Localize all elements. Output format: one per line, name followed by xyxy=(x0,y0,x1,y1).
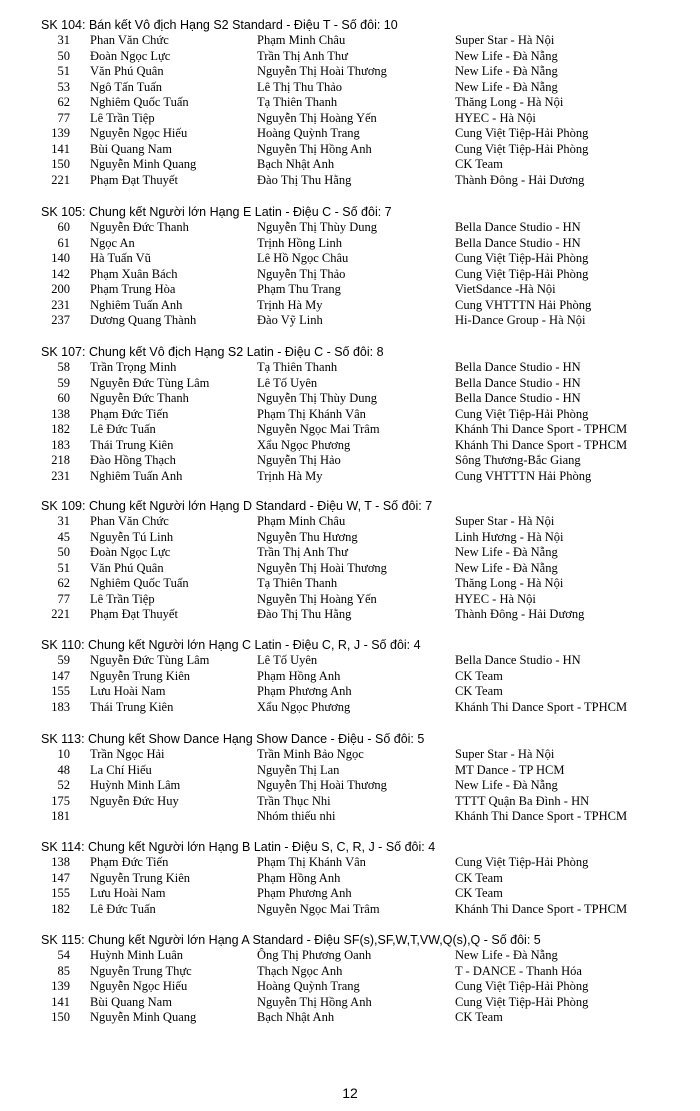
club-name: Thăng Long - Hà Nội xyxy=(455,576,564,591)
couple-number: 54 xyxy=(57,948,70,962)
lead-name: Nghiêm Quốc Tuấn xyxy=(90,576,189,591)
couple-list xyxy=(0,948,700,1026)
couple-number: 52 xyxy=(57,778,70,793)
lead-name: Nguyễn Đức Tùng Lâm xyxy=(90,375,210,390)
event-heading: SK 104: Bán kết Vô địch Hạng S2 Standard - Điệu T - Số đôi: 10 xyxy=(41,18,398,32)
couple-row xyxy=(0,282,700,298)
event-heading: SK 107: Chung kết Vô địch Hạng S2 Latin - Điệu C - Số đôi: 8 xyxy=(41,345,384,359)
club-name: Bella Dance Studio - HN xyxy=(455,653,581,667)
lead-name: Lê Trần Tiệp xyxy=(90,591,155,606)
couple-row xyxy=(0,64,700,80)
lead-name: Nguyễn Trung Thực xyxy=(90,963,192,978)
partner-name: Tạ Thiên Thanh xyxy=(257,576,338,591)
lead-name: Bùi Quang Nam xyxy=(90,141,172,156)
lead-name: Nghiêm Tuấn Anh xyxy=(90,297,183,312)
couple-number: 140 xyxy=(51,251,70,266)
couple-row xyxy=(0,948,700,964)
partner-name: Phạm Hồng Anh xyxy=(257,870,341,885)
club-name: TTTT Quận Ba Đình - HN xyxy=(455,793,590,808)
couple-row xyxy=(0,855,700,871)
couple-number: 231 xyxy=(51,297,70,312)
couple-number: 150 xyxy=(51,1010,70,1025)
couple-row xyxy=(0,80,700,96)
event-heading: SK 114: Chung kết Người lớn Hạng B Latin - Điệu S, C, R, J - Số đôi: 4 xyxy=(41,840,436,854)
partner-name: Trần Minh Bảo Ngọc xyxy=(257,747,364,761)
lead-name: Nghiêm Tuấn Anh xyxy=(90,468,183,483)
club-name: Thăng Long - Hà Nội xyxy=(455,95,564,110)
couple-list xyxy=(0,360,700,484)
couple-row xyxy=(0,391,700,407)
partner-name: Nguyễn Thị Hoài Thương xyxy=(257,778,387,793)
club-name: VietSdance -Hà Nội xyxy=(455,282,556,297)
lead-name: Văn Phú Quân xyxy=(90,64,164,79)
lead-name: Phạm Đức Tiến xyxy=(90,855,169,869)
couple-row xyxy=(0,778,700,794)
couple-number: 31 xyxy=(57,514,70,528)
lead-name: Đào Hồng Thạch xyxy=(90,453,176,468)
couple-number: 231 xyxy=(51,468,70,483)
couple-number: 77 xyxy=(57,110,70,125)
lead-name: Phạm Đức Tiến xyxy=(90,406,169,421)
partner-name: Hoàng Quỳnh Trang xyxy=(257,126,360,141)
partner-name: Xẩu Ngọc Phương xyxy=(257,699,351,714)
couple-row xyxy=(0,422,700,438)
lead-name: Nguyễn Trung Kiên xyxy=(90,870,191,885)
club-name: T - DANCE - Thanh Hóa xyxy=(455,963,582,978)
couple-row xyxy=(0,902,700,918)
couple-number: 182 xyxy=(51,422,70,437)
couple-list xyxy=(0,514,700,623)
club-name: Cung Việt Tiệp-Hải Phòng xyxy=(455,406,589,421)
couple-number: 48 xyxy=(57,762,70,777)
club-name: New Life - Đà Nẵng xyxy=(455,778,558,793)
lead-name: Phan Văn Chức xyxy=(90,514,169,528)
club-name: Cung Việt Tiệp-Hải Phòng xyxy=(455,979,589,994)
couple-row xyxy=(0,220,700,236)
couple-list xyxy=(0,855,700,917)
club-name: Cung VHTTTN Hải Phòng xyxy=(455,297,592,312)
couple-number: 59 xyxy=(57,653,70,667)
club-name: New Life - Đà Nẵng xyxy=(455,560,558,575)
lead-name: Trần Trọng Minh xyxy=(90,360,177,374)
couple-row xyxy=(0,886,700,902)
club-name: Bella Dance Studio - HN xyxy=(455,375,581,390)
partner-name: Phạm Thị Khánh Vân xyxy=(257,855,366,869)
lead-name: Huỳnh Minh Lâm xyxy=(90,778,181,793)
couple-row xyxy=(0,669,700,685)
couple-number: 150 xyxy=(51,157,70,172)
partner-name: Nguyễn Ngọc Mai Trâm xyxy=(257,422,380,437)
partner-name: Đào Thị Thu Hằng xyxy=(257,172,352,187)
lead-name: Nguyễn Minh Quang xyxy=(90,1010,197,1025)
lead-name: Nguyễn Tú Linh xyxy=(90,529,174,544)
couple-number: 58 xyxy=(57,360,70,374)
lead-name: Huỳnh Minh Luân xyxy=(90,948,184,962)
club-name: Hi-Dance Group - Hà Nội xyxy=(455,313,586,328)
couple-number: 45 xyxy=(57,529,70,544)
partner-name: Nguyễn Thị Hồng Anh xyxy=(257,994,372,1009)
couple-number: 138 xyxy=(51,406,70,421)
couple-row xyxy=(0,995,700,1011)
club-name: Khánh Thi Dance Sport - TPHCM xyxy=(455,422,628,437)
couple-number: 139 xyxy=(51,126,70,141)
couple-row xyxy=(0,236,700,252)
event-heading: SK 115: Chung kết Người lớn Hạng A Standard - Điệu SF(s),SF,W,T,VW,Q(s),Q - Số đôi: 5 xyxy=(41,933,541,947)
partner-name: Trần Thị Anh Thư xyxy=(257,545,348,560)
couple-number: 221 xyxy=(51,607,70,622)
club-name: CK Team xyxy=(455,684,503,699)
couple-number: 237 xyxy=(51,313,70,328)
partner-name: Nguyễn Thị Hoàng Yến xyxy=(257,110,377,125)
lead-name: Nguyễn Minh Quang xyxy=(90,157,197,172)
partner-name: Lê Tố Uyên xyxy=(257,653,318,667)
couple-row xyxy=(0,49,700,65)
couple-row xyxy=(0,794,700,810)
club-name: HYEC - Hà Nội xyxy=(455,591,536,606)
club-name: Super Star - Hà Nội xyxy=(455,33,555,47)
couple-row xyxy=(0,313,700,329)
couple-row xyxy=(0,95,700,111)
lead-name: Phan Văn Chức xyxy=(90,33,169,47)
club-name: New Life - Đà Nẵng xyxy=(455,79,558,94)
partner-name: Nguyễn Thị Hoài Thương xyxy=(257,560,387,575)
partner-name: Phạm Thu Trang xyxy=(257,282,341,297)
couple-number: 31 xyxy=(57,33,70,47)
partner-name: Nguyễn Thị Hồng Anh xyxy=(257,141,372,156)
couple-row xyxy=(0,530,700,546)
couple-number: 147 xyxy=(51,870,70,885)
couple-number: 61 xyxy=(57,235,70,250)
event-heading: SK 113: Chung kết Show Dance Hạng Show Dance - Điệu - Số đôi: 5 xyxy=(41,732,425,746)
club-name: Thành Đông - Hải Dương xyxy=(455,172,585,187)
couple-row xyxy=(0,653,700,669)
club-name: Cung VHTTTN Hải Phòng xyxy=(455,468,592,483)
partner-name: Nguyễn Thị Hảo xyxy=(257,453,341,468)
couple-number: 77 xyxy=(57,591,70,606)
couple-row xyxy=(0,700,700,716)
couple-row xyxy=(0,561,700,577)
partner-name: Xẩu Ngọc Phương xyxy=(257,437,351,452)
partner-name: Trần Thục Nhi xyxy=(257,793,331,808)
partner-name: Bạch Nhật Anh xyxy=(257,1010,335,1025)
lead-name: Phạm Xuân Bách xyxy=(90,266,178,281)
lead-name: Lê Đức Tuấn xyxy=(90,901,156,916)
couple-number: 138 xyxy=(51,855,70,869)
partner-name: Phạm Minh Châu xyxy=(257,33,346,47)
club-name: Sông Thương-Bắc Giang xyxy=(455,453,581,468)
club-name: CK Team xyxy=(455,668,503,683)
club-name: Cung Việt Tiệp-Hải Phòng xyxy=(455,251,589,266)
lead-name: Nguyễn Đức Huy xyxy=(90,793,179,808)
club-name: CK Team xyxy=(455,157,503,172)
couple-number: 10 xyxy=(57,747,70,761)
couple-row xyxy=(0,267,700,283)
lead-name: Ngọc An xyxy=(90,235,135,250)
couple-list xyxy=(0,33,700,188)
lead-name: Thái Trung Kiên xyxy=(90,699,174,714)
couple-number: 141 xyxy=(51,994,70,1009)
club-name: Cung Việt Tiệp-Hải Phòng xyxy=(455,126,589,141)
couple-number: 53 xyxy=(57,79,70,94)
couple-row xyxy=(0,809,700,825)
event-heading: SK 105: Chung kết Người lớn Hạng E Latin - Điệu C - Số đôi: 7 xyxy=(41,205,392,219)
lead-name: Bùi Quang Nam xyxy=(90,994,172,1009)
partner-name: Phạm Thị Khánh Vân xyxy=(257,406,366,421)
lead-name: Nguyễn Đức Tùng Lâm xyxy=(90,653,210,667)
lead-name: Lê Trần Tiệp xyxy=(90,110,155,125)
couple-row xyxy=(0,142,700,158)
partner-name: Tạ Thiên Thanh xyxy=(257,95,338,110)
club-name: Cung Việt Tiệp-Hải Phòng xyxy=(455,855,589,869)
partner-name: Ông Thị Phương Oanh xyxy=(257,948,372,962)
lead-name: Trần Ngọc Hải xyxy=(90,747,165,761)
lead-name: Văn Phú Quân xyxy=(90,560,164,575)
lead-name: Nguyễn Đức Thanh xyxy=(90,220,189,234)
couple-number: 181 xyxy=(51,809,70,824)
lead-name: Lưu Hoài Nam xyxy=(90,684,166,699)
club-name: New Life - Đà Nẵng xyxy=(455,948,558,962)
couple-number: 147 xyxy=(51,668,70,683)
club-name: CK Team xyxy=(455,870,503,885)
partner-name: Nhóm thiếu nhi xyxy=(257,809,336,824)
club-name: Cung Việt Tiệp-Hải Phòng xyxy=(455,266,589,281)
club-name: New Life - Đà Nẵng xyxy=(455,64,558,79)
lead-name: La Chí Hiếu xyxy=(90,762,152,777)
lead-name: Hà Tuấn Vũ xyxy=(90,251,151,266)
couple-row xyxy=(0,157,700,173)
club-name: Super Star - Hà Nội xyxy=(455,747,555,761)
couple-row xyxy=(0,376,700,392)
partner-name: Nguyễn Thị Thùy Dung xyxy=(257,391,378,406)
club-name: CK Team xyxy=(455,886,503,901)
partner-name: Trịnh Hồng Linh xyxy=(257,235,342,250)
partner-name: Trần Thị Anh Thư xyxy=(257,48,348,63)
partner-name: Nguyễn Thị Hoàng Yến xyxy=(257,591,377,606)
couple-number: 182 xyxy=(51,901,70,916)
partner-name: Trịnh Hà My xyxy=(257,297,323,312)
partner-name: Trịnh Hà My xyxy=(257,468,323,483)
couple-row xyxy=(0,979,700,995)
club-name: Khánh Thi Dance Sport - TPHCM xyxy=(455,809,628,824)
couple-number: 59 xyxy=(57,375,70,390)
couple-number: 62 xyxy=(57,95,70,110)
club-name: Thành Đông - Hải Dương xyxy=(455,607,585,622)
partner-name: Nguyễn Thu Hương xyxy=(257,529,358,544)
club-name: Bella Dance Studio - HN xyxy=(455,235,581,250)
couple-number: 60 xyxy=(57,220,70,234)
partner-name: Lê Hồ Ngọc Châu xyxy=(257,251,349,266)
couple-number: 60 xyxy=(57,391,70,406)
couple-row xyxy=(0,871,700,887)
couple-number: 183 xyxy=(51,699,70,714)
couple-list xyxy=(0,747,700,825)
lead-name: Dương Quang Thành xyxy=(90,313,197,328)
couple-row xyxy=(0,763,700,779)
club-name: Super Star - Hà Nội xyxy=(455,514,555,528)
couple-number: 221 xyxy=(51,172,70,187)
partner-name: Nguyễn Thị Thùy Dung xyxy=(257,220,378,234)
couple-row xyxy=(0,545,700,561)
lead-name: Thái Trung Kiên xyxy=(90,437,174,452)
couple-row xyxy=(0,407,700,423)
lead-name: Phạm Đạt Thuyết xyxy=(90,172,178,187)
partner-name: Nguyễn Thị Hoài Thương xyxy=(257,64,387,79)
club-name: Khánh Thi Dance Sport - TPHCM xyxy=(455,699,628,714)
club-name: Cung Việt Tiệp-Hải Phòng xyxy=(455,994,589,1009)
lead-name: Nguyễn Trung Kiên xyxy=(90,668,191,683)
club-name: Bella Dance Studio - HN xyxy=(455,220,581,234)
lead-name: Nguyễn Ngọc Hiếu xyxy=(90,979,188,994)
couple-row xyxy=(0,251,700,267)
partner-name: Nguyễn Thị Thảo xyxy=(257,266,346,281)
partner-name: Đào Vỹ Linh xyxy=(257,313,323,328)
partner-name: Phạm Hồng Anh xyxy=(257,668,341,683)
partner-name: Phạm Minh Châu xyxy=(257,514,346,528)
lead-name: Nguyễn Ngọc Hiếu xyxy=(90,126,188,141)
couple-row xyxy=(0,298,700,314)
couple-list xyxy=(0,220,700,329)
lead-name: Ngô Tấn Tuấn xyxy=(90,79,163,94)
club-name: Bella Dance Studio - HN xyxy=(455,391,581,406)
club-name: HYEC - Hà Nội xyxy=(455,110,536,125)
lead-name: Đoàn Ngọc Lực xyxy=(90,48,171,63)
club-name: Khánh Thi Dance Sport - TPHCM xyxy=(455,901,628,916)
lead-name: Đoàn Ngọc Lực xyxy=(90,545,171,560)
couple-number: 62 xyxy=(57,576,70,591)
partner-name: Hoàng Quỳnh Trang xyxy=(257,979,360,994)
couple-number: 51 xyxy=(57,64,70,79)
couple-number: 85 xyxy=(57,963,70,978)
partner-name: Lê Tố Uyên xyxy=(257,375,318,390)
couple-number: 175 xyxy=(51,793,70,808)
couple-row xyxy=(0,514,700,530)
lead-name: Lưu Hoài Nam xyxy=(90,886,166,901)
partner-name: Nguyễn Thị Lan xyxy=(257,762,340,777)
couple-row xyxy=(0,111,700,127)
couple-row xyxy=(0,438,700,454)
couple-row xyxy=(0,126,700,142)
couple-number: 50 xyxy=(57,545,70,560)
club-name: New Life - Đà Nẵng xyxy=(455,545,558,560)
partner-name: Phạm Phương Anh xyxy=(257,886,352,901)
couple-row xyxy=(0,592,700,608)
couple-number: 200 xyxy=(51,282,70,297)
partner-name: Bạch Nhật Anh xyxy=(257,157,335,172)
lead-name: Nghiêm Quốc Tuấn xyxy=(90,95,189,110)
club-name: CK Team xyxy=(455,1010,503,1025)
partner-name: Tạ Thiên Thanh xyxy=(257,360,338,374)
couple-number: 50 xyxy=(57,48,70,63)
event-heading: SK 109: Chung kết Người lớn Hạng D Standard - Điệu W, T - Số đôi: 7 xyxy=(41,499,433,513)
couple-row xyxy=(0,360,700,376)
club-name: Linh Hương - Hà Nội xyxy=(455,529,564,544)
event-heading: SK 110: Chung kết Người lớn Hạng C Latin - Điệu C, R, J - Số đôi: 4 xyxy=(41,638,421,652)
club-name: Khánh Thi Dance Sport - TPHCM xyxy=(455,437,628,452)
club-name: New Life - Đà Nẵng xyxy=(455,48,558,63)
lead-name: Phạm Trung Hòa xyxy=(90,282,176,297)
lead-name: Nguyễn Đức Thanh xyxy=(90,391,189,406)
couple-number: 218 xyxy=(51,453,70,468)
lead-name: Lê Đức Tuấn xyxy=(90,422,156,437)
couple-row xyxy=(0,33,700,49)
couple-number: 141 xyxy=(51,141,70,156)
couple-row xyxy=(0,964,700,980)
couple-number: 142 xyxy=(51,266,70,281)
couple-row xyxy=(0,684,700,700)
couple-number: 155 xyxy=(51,684,70,699)
partner-name: Thạch Ngọc Anh xyxy=(257,963,343,978)
club-name: Cung Việt Tiệp-Hải Phòng xyxy=(455,141,589,156)
club-name: Bella Dance Studio - HN xyxy=(455,360,581,374)
club-name: MT Dance - TP HCM xyxy=(455,762,565,777)
couple-number: 155 xyxy=(51,886,70,901)
lead-name: Phạm Đạt Thuyết xyxy=(90,607,178,622)
partner-name: Nguyễn Ngọc Mai Trâm xyxy=(257,901,380,916)
couple-row xyxy=(0,453,700,469)
couple-row xyxy=(0,173,700,189)
couple-list xyxy=(0,653,700,715)
couple-number: 183 xyxy=(51,437,70,452)
couple-row xyxy=(0,469,700,485)
partner-name: Lê Thị Thu Thảo xyxy=(257,79,343,94)
couple-number: 51 xyxy=(57,560,70,575)
couple-row xyxy=(0,747,700,763)
partner-name: Phạm Phương Anh xyxy=(257,684,352,699)
couple-number: 139 xyxy=(51,979,70,994)
page-number: 12 xyxy=(342,1085,358,1101)
couple-row xyxy=(0,607,700,623)
couple-row xyxy=(0,576,700,592)
couple-row xyxy=(0,1010,700,1026)
partner-name: Đào Thị Thu Hằng xyxy=(257,607,352,622)
